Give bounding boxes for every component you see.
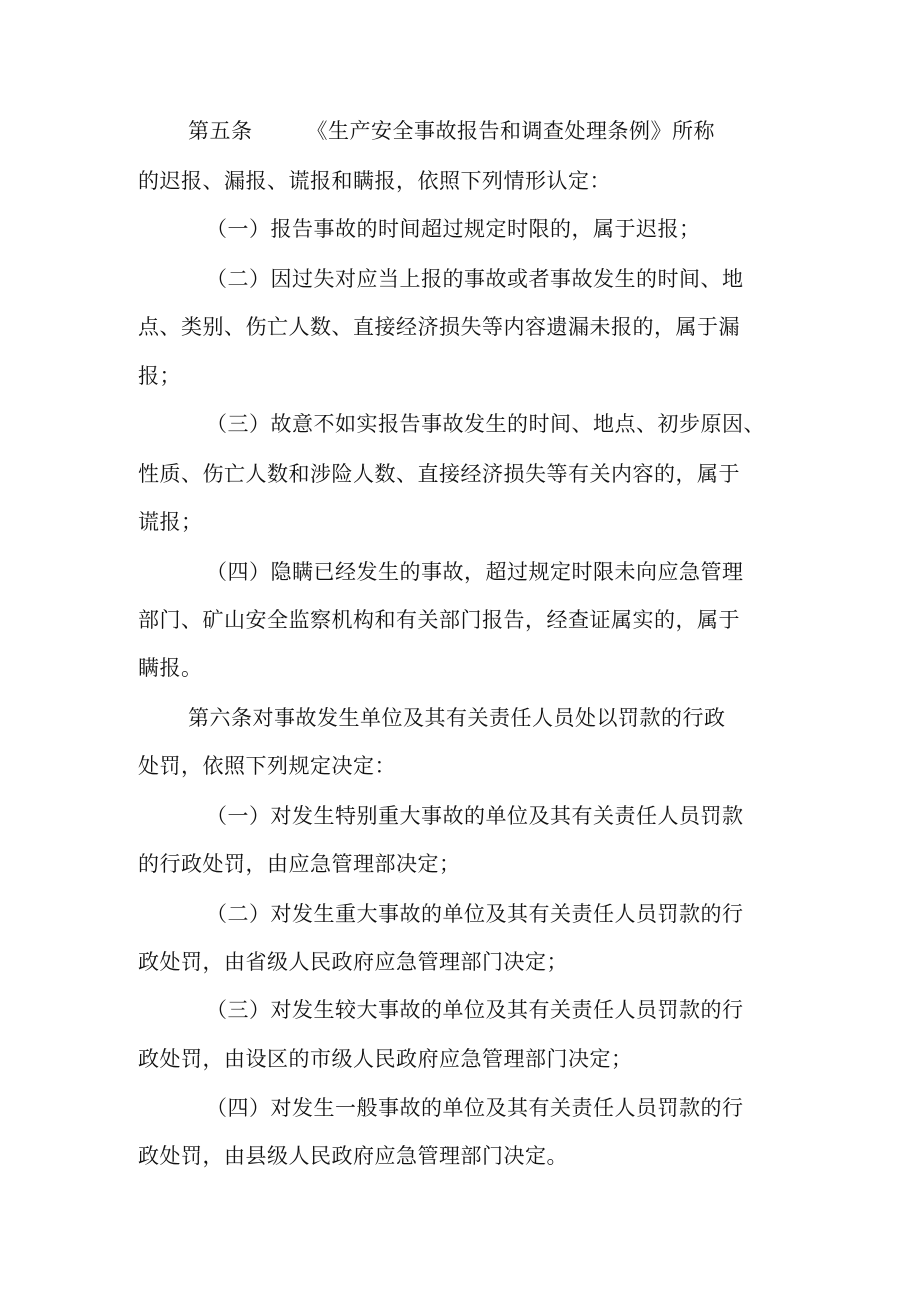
article6-item4-line2: 政处罚，由县级人民政府应急管理部门决定。 bbox=[138, 1144, 568, 1168]
article5-heading-line bbox=[188, 117, 715, 145]
article5-item2-line1: （二）因过失对应当上报的事故或者事故发生的时间、地 bbox=[206, 267, 744, 291]
article5-title: 《生产安全事故报告和调查处理条例》所称 bbox=[306, 119, 715, 143]
article5-item4-line2: 部门、矿山安全监察机构和有关部门报告，经查证属实的，属于 bbox=[138, 608, 740, 632]
article5-item1: （一）报告事故的时间超过规定时限的，属于迟报； bbox=[206, 217, 701, 241]
article5-item3-line3: 谎报； bbox=[138, 510, 203, 534]
article5-item3-line2: 性质、伤亡人数和涉险人数、直接经济损失等有关内容的，属于 bbox=[138, 462, 740, 486]
article6-item4-line1: （四）对发生一般事故的单位及其有关责任人员罚款的行 bbox=[206, 1096, 744, 1120]
article6-item1-line2: 的行政处罚，由应急管理部决定； bbox=[138, 852, 461, 876]
article5-heading: 第五条 bbox=[188, 119, 253, 143]
article6-item3-line1: （三）对发生较大事故的单位及其有关责任人员罚款的行 bbox=[206, 998, 744, 1022]
article6-item3-line2: 政处罚，由设区的市级人民政府应急管理部门决定； bbox=[138, 1047, 633, 1071]
article5-item3-line1: （三）故意不如实报告事故发生的时间、地点、初步原因、 bbox=[206, 412, 765, 436]
article5-item2-line3: 报； bbox=[138, 364, 181, 388]
article5-item4-line3: 瞒报。 bbox=[138, 656, 203, 680]
article5-line2: 的迟报、漏报、谎报和瞒报，依照下列情形认定： bbox=[138, 169, 611, 193]
article6-item2-line2: 政处罚，由省级人民政府应急管理部门决定； bbox=[138, 950, 568, 974]
article6-line1: 第六条对事故发生单位及其有关责任人员处以罚款的行政 bbox=[188, 706, 726, 730]
article5-item4-line1: （四）隐瞒已经发生的事故，超过规定时限未向应急管理 bbox=[206, 560, 744, 584]
article5-item2-line2: 点、类别、伤亡人数、直接经济损失等内容遗漏未报的，属于漏 bbox=[138, 315, 740, 339]
article6-line2: 处罚，依照下列规定决定： bbox=[138, 754, 396, 778]
article6-item2-line1: （二）对发生重大事故的单位及其有关责任人员罚款的行 bbox=[206, 902, 744, 926]
article6-item1-line1: （一）对发生特别重大事故的单位及其有关责任人员罚款 bbox=[206, 804, 744, 828]
